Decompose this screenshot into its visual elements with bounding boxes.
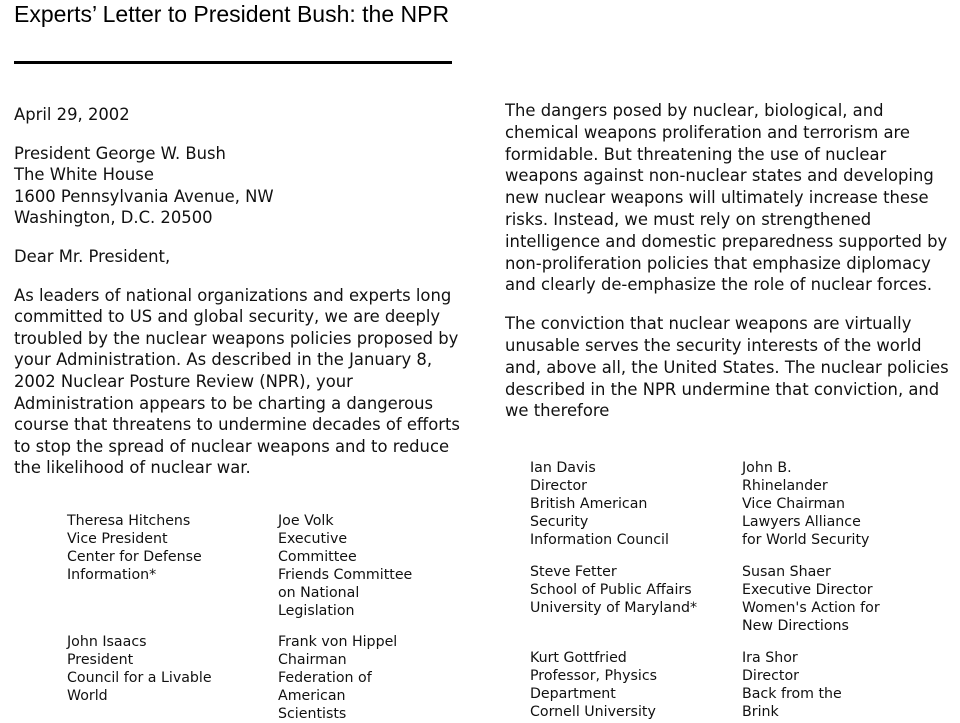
title-underline — [14, 61, 452, 64]
signatory-line: Information Council — [530, 532, 669, 548]
signatory-line: Center for Defense — [67, 549, 202, 565]
signatory-line: Director — [742, 668, 799, 684]
address-line: President George W. Bush — [14, 143, 226, 163]
signatory-name: Ian Davis — [530, 460, 596, 476]
signatory-line: Vice President — [67, 531, 168, 547]
letter-paragraph-2: The dangers posed by nuclear, biological, and chemical weapons proliferation and terrorism are formidable. But threatening the use of nuclear weapons against non-nuclear states and developing new nuclear weapons will ultimately increase these risks. Instead, we must rely on strengthened intelligence and domestic preparedness supported by non-proliferation policies that emphasize diplomacy and clearly de-emphasize the role of nuclear forces. — [505, 101, 948, 295]
signatory-name: Theresa Hitchens — [67, 513, 191, 529]
signatory-name: Frank von Hippel — [278, 634, 398, 650]
signatory-line: on National — [278, 585, 360, 601]
signatory-line: Council for a Livable — [67, 670, 212, 686]
signatory-line: University of Maryland* — [530, 600, 698, 616]
signatory-block — [742, 649, 842, 721]
signatory-block — [278, 512, 412, 620]
signatory-line: Women's Action for — [742, 600, 880, 616]
letter-column-right — [505, 100, 955, 439]
signatory-line: Cornell University — [530, 704, 656, 720]
signatory-line: Executive — [278, 531, 348, 547]
letter-salutation: Dear Mr. President, — [14, 246, 171, 266]
signatory-name: Susan Shaer — [742, 564, 831, 580]
signatory-block — [67, 633, 212, 705]
signatory-line: Information* — [67, 567, 157, 583]
signatory-block — [530, 563, 697, 617]
signatory-line: Vice Chairman — [742, 496, 845, 512]
letter-paragraph-3: The conviction that nuclear weapons are virtually unusable serves the security interests of the world and, above all, the United States. The nuclear policies described in the NPR undermine that conviction, and we therefore — [505, 314, 949, 421]
signatory-line: Committee — [278, 549, 357, 565]
address-line: 1600 Pennsylvania Avenue, NW — [14, 186, 274, 206]
address-line: The White House — [14, 165, 154, 185]
signatory-line: Brink — [742, 704, 779, 720]
signatory-line: Legislation — [278, 603, 355, 619]
signatory-block — [67, 512, 202, 584]
signatory-block — [278, 633, 397, 723]
signatory-line: School of Public Affairs — [530, 582, 692, 598]
signatory-block — [530, 459, 669, 549]
signatory-line: New Directions — [742, 618, 849, 634]
signatory-line: Federation of — [278, 670, 372, 686]
signatory-line: President — [67, 652, 134, 668]
signatory-line: Chairman — [278, 652, 347, 668]
signatory-block — [530, 649, 657, 721]
signatory-name: Kurt Gottfried — [530, 650, 627, 666]
signatory-name: John B. — [742, 460, 792, 476]
signatory-line: Executive Director — [742, 582, 873, 598]
signatory-line: Rhinelander — [742, 478, 828, 494]
signatory-name: Ira Shor — [742, 650, 798, 666]
signatory-name: John Isaacs — [67, 634, 147, 650]
signatory-line: British American — [530, 496, 648, 512]
letter-column-left — [14, 104, 464, 496]
signatory-line: American — [278, 688, 346, 704]
signatory-line: for World Security — [742, 532, 870, 548]
signatory-line: Director — [530, 478, 587, 494]
signatory-line: Professor, Physics — [530, 668, 658, 684]
letter-paragraph-1: As leaders of national organizations and experts long committed to US and global security, we are deeply troubled by the nuclear weapons policies proposed by your Administration. As described in the January 8, 2002 Nuclear Posture Review (NPR), your Administration appears to be charting a dangerous course that threatens to undermine decades of efforts to stop the spread of nuclear weapons and to reduce the likelihood of nuclear war. — [14, 285, 460, 478]
letter-date: April 29, 2002 — [14, 105, 130, 124]
signatory-block — [742, 563, 880, 635]
address-line: Washington, D.C. 20500 — [14, 208, 213, 228]
letter-address — [14, 143, 464, 229]
signatory-line: Department — [530, 686, 616, 702]
signatory-line: Scientists — [278, 706, 347, 722]
signatory-line: Friends Committee — [278, 567, 413, 583]
signatory-line: Lawyers Alliance — [742, 514, 861, 530]
signatory-name: Steve Fetter — [530, 564, 617, 580]
page-title: Experts’ Letter to President Bush: the NPR — [14, 1, 450, 27]
signatory-line: Security — [530, 514, 589, 530]
signatory-line: Back from the — [742, 686, 842, 702]
signatory-line: World — [67, 688, 108, 704]
signatory-block — [742, 459, 869, 549]
signatory-name: Joe Volk — [278, 513, 334, 529]
